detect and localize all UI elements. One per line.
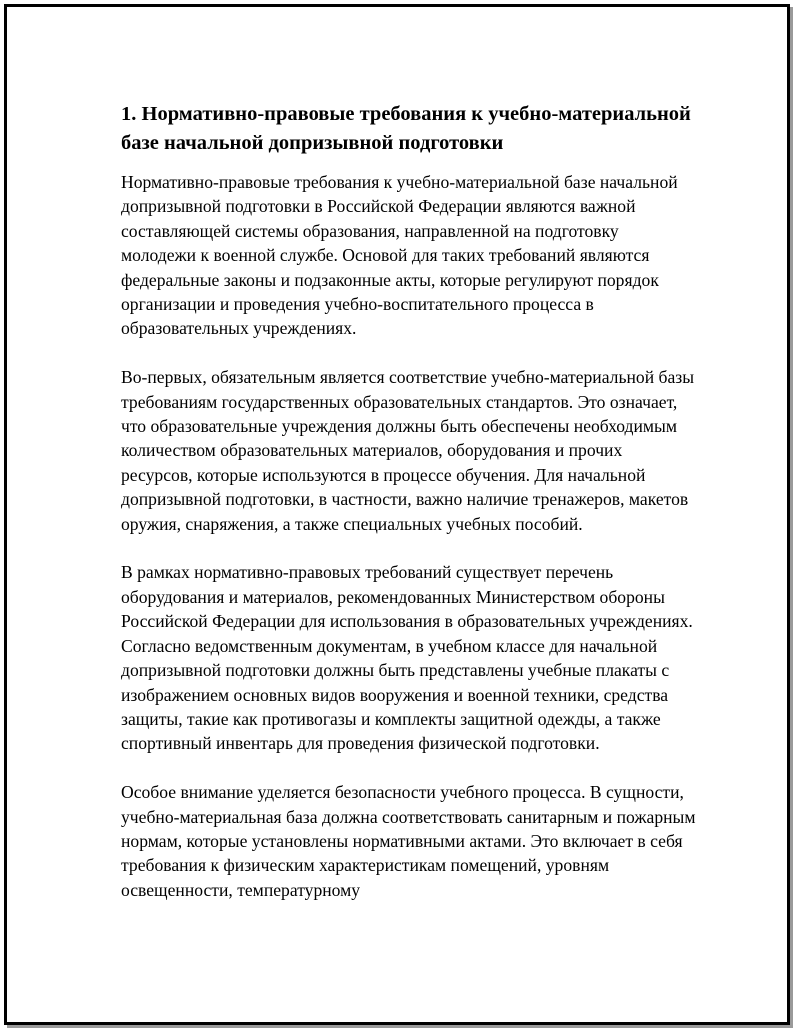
- paragraph-1: Нормативно-правовые требования к учебно-материальной базе начальной допризывной подготовки в Российской Федерации являются важной составляющей системы образования, направленной на подготовку молодежи к военной службе. Основой для таких требований являются федеральные законы и подзаконные акты, которые регулируют порядок организации и проведения учебно-воспитательного процесса в образовательных учреждениях.: [121, 172, 678, 339]
- section-heading: 1. Нормативно-правовые требования к учебно-материальной базе начальной допризывной подготовки: [121, 103, 691, 154]
- document-page: [4, 4, 790, 1025]
- paragraph-4: Особое внимание уделяется безопасности учебного процесса. В сущности, учебно-материальная база должна соответствовать санитарным и пожарным нормам, которые установлены нормативными актами. Это включает в себя требования к физическим характеристикам помещений, уровням освещенности, температурному: [121, 782, 696, 900]
- document-content: [121, 100, 696, 927]
- paragraph-2: Во-первых, обязательным является соответствие учебно-материальной базы требованиям государственных образовательных стандартов. Это означает, что образовательные учреждения должны быть обеспечены необходимым количеством образовательных материалов, оборудования и прочих ресурсов, которые используются в процессе обучения. Для начальной допризывной подготовки, в частности, важно наличие тренажеров, макетов оружия, снаряжения, а также специальных учебных пособий.: [121, 367, 695, 534]
- paragraph-3: В рамках нормативно-правовых требований существует перечень оборудования и материалов, рекомендованных Министерством обороны Российской Федерации для использования в образовательных учреждениях. Согласно ведомственным документам, в учебном классе для начальной допризывной подготовки должны быть представлены учебные плакаты с изображением основных видов вооружения и военной техники, средства защиты, такие как противогазы и комплекты защитной одежды, а также спортивный инвентарь для проведения физической подготовки.: [121, 562, 693, 754]
